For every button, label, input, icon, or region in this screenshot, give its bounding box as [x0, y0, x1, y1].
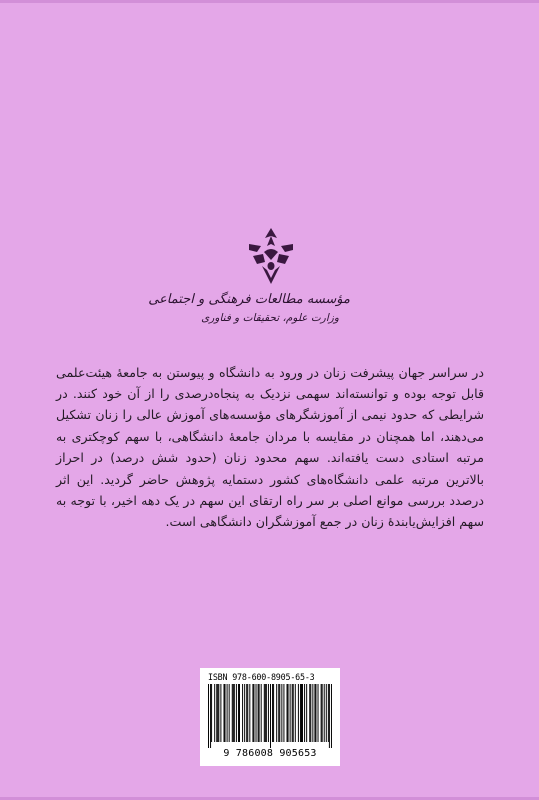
isbn-number: ISBN 978-600-8905-65-3 [208, 672, 315, 682]
barcode-bar [268, 684, 269, 742]
barcode-bar [301, 684, 302, 742]
barcode-bar [324, 684, 325, 742]
barcode-bar [249, 684, 250, 742]
barcode-bar [236, 684, 237, 742]
barcode-bar [208, 684, 209, 748]
barcode-bar [227, 684, 228, 742]
barcode-bar [210, 684, 211, 748]
barcode-bar [309, 684, 310, 742]
barcode-bar [232, 684, 233, 742]
barcode-bar [318, 684, 319, 742]
barcode-bar [214, 684, 215, 742]
barcode-bar [273, 684, 274, 742]
barcode-bar [244, 684, 245, 742]
barcode-bar [315, 684, 316, 742]
barcode-bar [329, 684, 330, 748]
barcode-bar [234, 684, 235, 742]
barcode-bar [229, 684, 230, 742]
barcode-bar [252, 684, 253, 742]
barcode-bar [328, 684, 329, 742]
barcode-bar [272, 684, 273, 742]
barcode-bar [233, 684, 234, 742]
barcode-bar [216, 684, 217, 742]
barcode-icon [208, 684, 332, 748]
barcode-bar [283, 684, 284, 742]
barcode-bar [220, 684, 221, 742]
barcode-digits: 9 786008 905653 [223, 748, 317, 759]
barcode-bar [218, 684, 219, 742]
barcode-bar [261, 684, 262, 742]
barcode-bar [295, 684, 296, 742]
barcode-bar [211, 684, 212, 742]
cover-top-edge [0, 0, 539, 3]
barcode-bar [279, 684, 280, 742]
barcode-bar [264, 684, 265, 742]
institute-emblem-icon [244, 226, 298, 288]
institute-subtitle: وزارت علوم، تحقیقات و فناوری [201, 312, 339, 324]
barcode-bar [238, 684, 239, 742]
barcode-bar [256, 684, 257, 742]
barcode-bar [293, 684, 294, 742]
blurb-paragraph: در سراسر جهان پیشرفت زنان در ورود به دانشگاه و پیوستن به جامعهٔ هیئت‌علمی قابل توجه بوده و توانسته‌اند سهمی نزدیک به پنجاه‌درصدی را از آن خود کنند. در شرایطی که حدود نیمی از آموزشگرهای مؤسسه‌های آموزش عالی را زنان تشکیل می‌دهند، اما همچنان در مقایسه با مردان جامعهٔ دانشگاهی، با سهم کوچکتری به مرتبه استادی دست یافته‌اند. سهم محدود زنان (حدود شش درصد) در احراز بالاترین مرتبه علمی دانشگاه‌های کشور دستمایه پژوهش حاضر گردید. این اثر درصدد بررسی موانع اصلی بر سر راه ارتقای این سهم در یک دهه اخیر، با توجه به سهم افزایش‌یابندهٔ زنان در جمع آموزشگران دانشگاهی است. [56, 364, 484, 530]
barcode-bar [331, 684, 332, 748]
barcode-bar [270, 684, 271, 748]
barcode-bar [239, 684, 240, 742]
barcode-bar [253, 684, 254, 742]
barcode-bar [304, 684, 305, 742]
barcode-bar [322, 684, 323, 742]
barcode-bar [288, 684, 289, 742]
barcode-bar [321, 684, 322, 742]
barcode-bar [266, 684, 267, 742]
barcode-bar [278, 684, 279, 742]
barcode-bar [310, 684, 311, 742]
barcode-bar [242, 684, 243, 742]
barcode-bar [247, 684, 248, 742]
barcode-bar [258, 684, 259, 742]
barcode-bar [276, 684, 277, 742]
barcode-label [200, 668, 340, 766]
barcode-bar [259, 684, 260, 742]
barcode-bar [265, 684, 266, 742]
institute-name: مؤسسه مطالعات فرهنگی و اجتماعی [148, 292, 350, 307]
barcode-bar [300, 684, 301, 742]
barcode-bar [298, 684, 299, 742]
barcode-bar [302, 684, 303, 742]
barcode-bar [224, 684, 225, 742]
barcode-bar [306, 684, 307, 742]
barcode-bar [217, 684, 218, 742]
barcode-bar [246, 684, 247, 742]
barcode-bar [281, 684, 282, 742]
barcode-bar [326, 684, 327, 742]
barcode-bar [290, 684, 291, 742]
barcode-bar [312, 684, 313, 742]
barcode-bar [287, 684, 288, 742]
barcode-bar [292, 684, 293, 742]
barcode-bar [225, 684, 226, 742]
barcode-bar [314, 684, 315, 742]
